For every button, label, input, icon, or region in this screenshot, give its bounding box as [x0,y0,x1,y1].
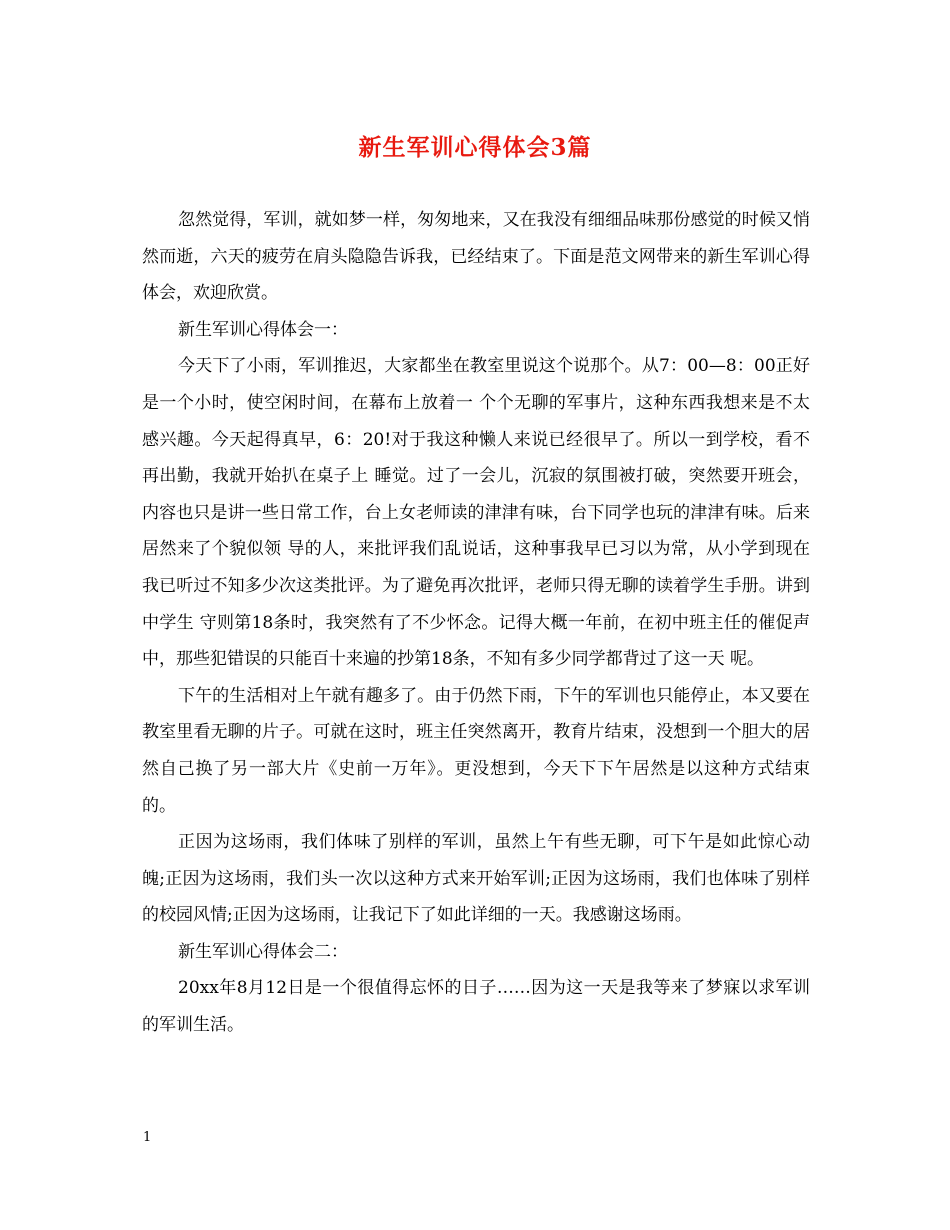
paragraph-afternoon: 下午的生活相对上午就有趣多了。由于仍然下雨，下午的军训也只能停止，本又要在教室里看无聊的片子。可就在这时，班主任突然离开，教育片结束，没想到一个胆大的居然自己换了另一部大片《史前一万年》。更没想到，今天下下午居然是以这种方式结束的。 [142,685,810,816]
document-title: 新生军训心得体会3篇 [358,134,592,161]
document-body [142,202,810,1044]
paragraph-date: 20xx年8月12日是一个很值得忘怀的日子……因为这一天是我等来了梦寐以求军训的军训生活。 [142,978,810,1036]
section-heading-two: 新生军训心得体会二： [178,941,348,962]
paragraph-intro: 忽然觉得，军训，就如梦一样，匆匆地来，又在我没有细细品味那份感觉的时候又悄然而逝，六天的疲劳在肩头隐隐告诉我，已经结束了。下面是范文网带来的新生军训心得体会，欢迎欣赏。 [142,210,810,304]
paragraph-morning: 今天下了小雨，军训推迟，大家都坐在教室里说这个说那个。从7：00—8：00正好是一个小时，使空闲时间，在幕布上放着一 个个无聊的军事片，这种东西我想来是不太感兴趣。今天起得真早，6：20!对于我这种懒人来说已经很早了。所以一到学校，看不再出勤，我就开始扒在桌子上 睡觉。过了一会儿，沉寂的氛围被打破，突然要开班会，内容也只是讲一些日常工作，台上女老师读的津津有味，台下同学也玩的津津有味。后来居然来了个貌似领 导的人，来批评我们乱说话，这种事我早已习以为常，从小学到现在我已听过不知多少次这类批评。为了避免再次批评，老师只得无聊的读着学生手册。讲到中学生 守则第18条时，我突然有了不少怀念。记得大概一年前，在初中班主任的催促声中，那些犯错误的只能百十来遍的抄第18条，不知有多少同学都背过了这一天 呢。 [142,356,810,670]
section-heading-one: 新生军训心得体会一： [178,319,348,340]
paragraph-rain: 正因为这场雨，我们体味了别样的军训，虽然上午有些无聊，可下午是如此惊心动魄;正因为这场雨，我们头一次以这种方式来开始军训;正因为这场雨，我们也体味了别样的校园风情;正因为这场雨，让我记下了如此详细的一天。我感谢这场雨。 [142,832,810,926]
page-number: 1 [143,1130,152,1145]
